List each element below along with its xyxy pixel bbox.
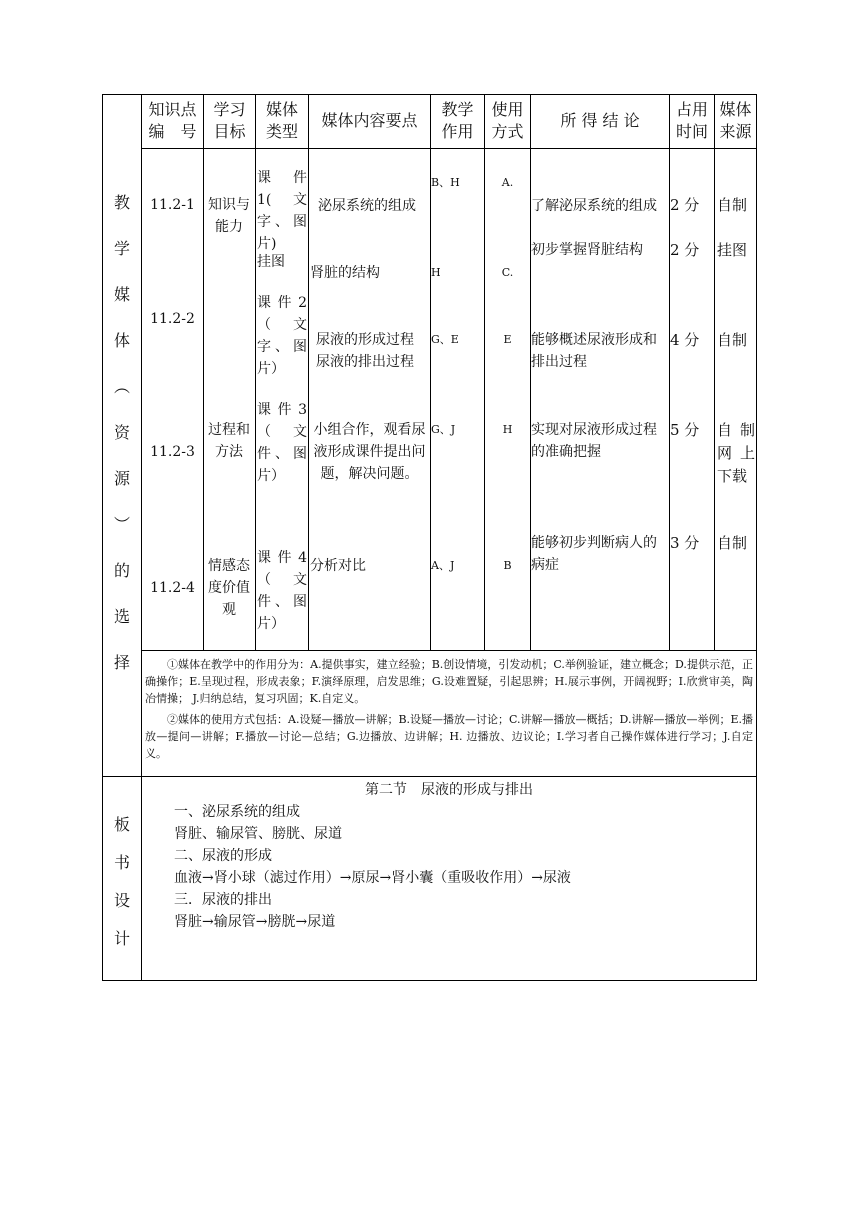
time-used: 2 分 [670, 196, 700, 214]
usage-mode: C. [501, 266, 514, 279]
header-row-divider [141, 148, 757, 149]
teaching-role: B、H [431, 176, 460, 189]
time-used: 5 分 [670, 421, 700, 439]
header-content-points: 媒体内容要点 [321, 111, 418, 130]
notes-role-legend: ①媒体在教学中的作用分为：A.提供事实，建立经验；B.创设情境，引发动机；C.举例验证，建立概念；D.提供示范，正确操作；E.呈现过程，形成表象；F.演绎原理，启发思维；G.设难置疑，引起思辨；H.展示事例，开阔视野；I.欣赏审美，陶冶情操； J.归纳总结，复习巩固；K.自定义。 [145, 658, 753, 705]
board-line: 肾脏→输尿管→膀胱→尿道 [174, 914, 336, 930]
media-type: 课件4（文件、图片） [257, 550, 307, 632]
board-heading-3: 三．尿液的排出 [174, 892, 272, 908]
side-title-char: 学 [113, 239, 130, 258]
side-title-char: ︶ [113, 515, 130, 534]
media-type: 挂图 [257, 254, 285, 270]
header-conclusion: 所 得 结 论 [560, 111, 640, 130]
time-used: 2 分 [670, 241, 700, 259]
learning-goal: 过程和方法 [208, 422, 250, 460]
board-heading-1: 一、泌尿系统的组成 [174, 804, 300, 820]
media-source: 自制网上下载 [717, 421, 755, 485]
media-type: 课件3（文件、图片） [257, 402, 307, 484]
board-content [174, 801, 744, 933]
time-used: 3 分 [670, 534, 700, 552]
header-media-type: 媒体 类型 [265, 100, 298, 141]
content-point: 尿液的形成过程尿液的排出过程 [316, 332, 414, 370]
side-title-char: 资 [113, 423, 130, 442]
conclusion: 实现对尿液形成过程的准确把握 [531, 422, 657, 460]
conclusion: 初步掌握肾脏结构 [531, 242, 643, 258]
media-type: 课 件 1(文字、图片) [257, 170, 307, 252]
side-title-char: 选 [113, 607, 130, 626]
side-title-char: 源 [113, 469, 130, 488]
board-title-char: 板 [113, 815, 130, 834]
board-line: 血液→肾小球（滤过作用）→原尿→肾小囊（重吸收作用）→尿液 [174, 870, 571, 886]
teaching-role: G、J [431, 423, 456, 436]
media-notes [145, 656, 753, 762]
teaching-role: H [431, 266, 441, 279]
header-time: 占用 时间 [675, 100, 708, 141]
side-title-char: 体 [113, 331, 130, 350]
table-border-right [756, 94, 757, 981]
side-title-char: 择 [113, 653, 130, 672]
conclusion: 了解泌尿系统的组成 [531, 198, 657, 214]
content-point: 泌尿系统的组成 [318, 198, 416, 214]
teaching-role: A、J [431, 559, 455, 572]
section-divider [102, 776, 757, 777]
notes-usage-legend: ②媒体的使用方式包括：A.设疑—播放—讲解；B.设疑—播放—讨论；C.讲解—播放—概括；D.讲解—播放—举例；E.播放—提问—讲解；F.播放—讨论—总结；G.边播放、边讲解；H. 边播放、边议论；I.学习者自己操作媒体进行学习；J.自定义。 [145, 713, 753, 760]
col-divider [255, 94, 256, 650]
board-side-title [103, 806, 141, 958]
content-point: 小组合作，观看尿液形成课件提出问题，解决问题。 [313, 422, 426, 482]
header-teaching-role: 教学 作用 [441, 100, 474, 141]
side-title-char: ︵ [113, 377, 130, 396]
col-divider [714, 94, 715, 650]
notes-row-divider [141, 650, 757, 651]
side-title [103, 180, 141, 686]
conclusion: 能够初步判断病人的病症 [531, 535, 657, 573]
header-knowledge-id: 知识点 编 号 [148, 100, 197, 141]
time-used: 4 分 [670, 331, 700, 349]
knowledge-id: 11.2-3 [150, 444, 195, 460]
usage-mode: E [503, 333, 512, 346]
teaching-role: G、E [431, 333, 459, 346]
col-divider [308, 94, 309, 650]
header-source: 媒体 来源 [719, 100, 752, 141]
media-source: 自制 [717, 534, 748, 552]
board-title-char: 计 [113, 929, 130, 948]
side-title-char: 教 [113, 193, 130, 212]
learning-goal: 情感态度价值观 [208, 558, 250, 618]
knowledge-id: 11.2-4 [150, 580, 195, 596]
header-usage-mode: 使用 方式 [491, 100, 524, 141]
learning-goal: 知识与能力 [208, 197, 250, 235]
col-divider [669, 94, 670, 650]
col-divider [203, 94, 204, 650]
conclusion: 能够概述尿液形成和排出过程 [531, 332, 657, 370]
board-line: 肾脏、输尿管、膀胱、尿道 [174, 826, 342, 842]
board-title-char: 书 [113, 853, 130, 872]
header-learning-goal: 学习 目标 [213, 100, 246, 141]
usage-mode: A. [501, 176, 514, 189]
knowledge-id: 11.2-1 [150, 197, 195, 213]
content-point: 分析对比 [310, 558, 366, 574]
usage-mode: B [503, 559, 512, 572]
content-point: 肾脏的结构 [310, 265, 380, 281]
knowledge-id: 11.2-2 [150, 311, 195, 327]
board-heading-2: 二、尿液的形成 [174, 848, 272, 864]
side-title-char: 媒 [113, 285, 130, 304]
side-column-divider [141, 94, 142, 981]
media-source: 自制 [717, 196, 748, 214]
media-type: 课件2（文字、图片） [257, 295, 307, 377]
side-title-char: 的 [113, 561, 130, 580]
table-border-bottom [102, 980, 757, 981]
board-title: 第二节 尿液的形成与排出 [365, 782, 533, 798]
media-source: 挂图 [717, 241, 748, 259]
board-title-char: 设 [113, 891, 130, 910]
usage-mode: H [502, 423, 513, 436]
media-source: 自制 [717, 331, 748, 349]
